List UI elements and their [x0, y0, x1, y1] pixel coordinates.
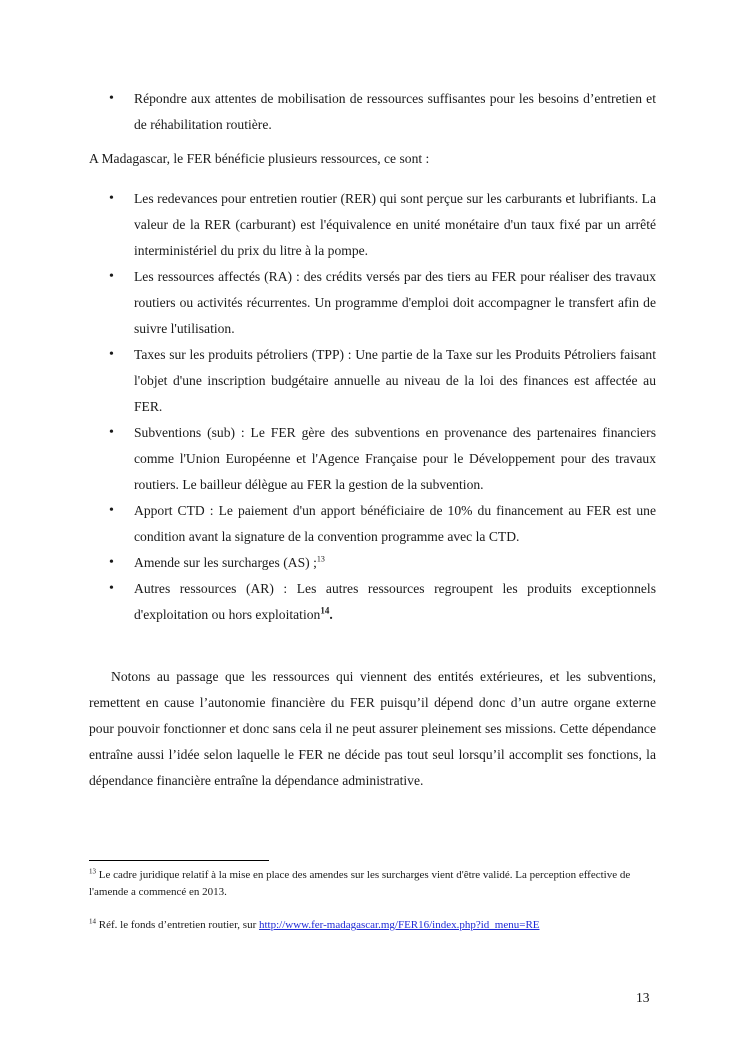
- bullet-text: Répondre aux attentes de mobilisation de ressources suffisantes pour les besoins d’entretien et de réhabilitation routière.: [134, 91, 656, 132]
- footnote-text: Le cadre juridique relatif à la mise en place des amendes sur les surcharges vient d'être validé. La perception effective de l'amende a commencé en 2013.: [89, 869, 631, 898]
- resources-list: [89, 186, 656, 628]
- footnote-text: Réf. le fonds d’entretien routier, sur: [96, 919, 259, 931]
- footnote-ref-13[interactable]: 13: [316, 554, 325, 564]
- intro-sentence: A Madagascar, le FER bénéficie plusieurs ressources, ce sont :: [89, 151, 430, 166]
- bullet-text: Les ressources affectés (RA) : des crédits versés par des tiers au FER pour réaliser des travaux routiers ou activités récurrentes. Un programme d'emploi doit accompagner le transfert afin de suivre l'utilisation.: [134, 269, 656, 336]
- bullet-text: Taxes sur les produits pétroliers (TPP) : Une partie de la Taxe sur les Produits Pétroliers faisant l'objet d'une inscription budgétaire annuelle au niveau de la loi des finances est affectée au FER.: [134, 347, 656, 414]
- bullet-text: Subventions (sub) : Le FER gère des subventions en provenance des partenaires financiers comme l'Union Européenne et l'Agence Française pour le Développement pour des travaux routiers. Le bailleur délègue au FER la gestion de la subvention.: [134, 425, 656, 492]
- bullet-icon: •: [109, 503, 114, 518]
- top-bullet-list: [89, 86, 656, 138]
- list-item: [89, 186, 656, 264]
- bullet-text: Apport CTD : Le paiement d'un apport bénéficiaire de 10% du financement au FER est une condition avant la signature de la convention programme avec la CTD.: [134, 503, 656, 544]
- footnote-13: [89, 867, 656, 901]
- list-item: [89, 86, 656, 138]
- bullet-text: Amende sur les surcharges (AS) ;: [134, 555, 317, 570]
- list-item: [89, 576, 656, 628]
- fer-website-link[interactable]: http://www.fer-madagascar.mg/FER16/index.php?id_menu=RE: [258, 919, 540, 931]
- bullet-text: Autres ressources (AR) : Les autres ressources regroupent les produits exceptionnels d'exploitation ou hors exploitation: [134, 581, 656, 622]
- list-item: [89, 264, 656, 342]
- list-item: [89, 420, 656, 498]
- footnote-ref-14[interactable]: 14: [320, 605, 330, 616]
- bullet-icon: •: [109, 91, 114, 106]
- list-item: [89, 550, 656, 576]
- bullet-icon: •: [109, 347, 114, 362]
- bullet-icon: •: [109, 581, 114, 596]
- bullet-icon: •: [109, 555, 114, 570]
- bullet-icon: •: [109, 269, 114, 284]
- footnotes: [89, 860, 656, 934]
- list-item: [89, 342, 656, 420]
- page-number: 13: [636, 990, 650, 1005]
- bullet-icon: •: [109, 191, 114, 206]
- footnote-separator: [89, 860, 269, 861]
- body-paragraph: Notons au passage que les ressources qui viennent des entités extérieures, et les subventions, remettent en cause l’autonomie financière du FER puisqu’il dépend donc d’un autre organe externe pour pouvoir fonctionner et donc sans cela il ne peut assurer pleinement ses missions. Cette dépendance entraîne aussi l’idée selon laquelle le FER ne décide pas tout seul lorsqu’il accomplit ses fonctions, la dépendance financière entraîne la dépendance administrative.: [89, 669, 656, 788]
- bullet-icon: •: [109, 425, 114, 440]
- footnote-14: [89, 917, 656, 934]
- bullet-end-period: .: [329, 607, 333, 622]
- list-item: [89, 498, 656, 550]
- footnote-number: 14: [89, 917, 96, 926]
- footnote-number: 13: [89, 867, 96, 876]
- page-body: [89, 86, 656, 794]
- bullet-text: Les redevances pour entretien routier (RER) qui sont perçue sur les carburants et lubrifiants. La valeur de la RER (carburant) est l'équivalence en unité monétaire d'un taux fixé par un arrêté interministériel du prix du litre à la pompe.: [134, 191, 656, 258]
